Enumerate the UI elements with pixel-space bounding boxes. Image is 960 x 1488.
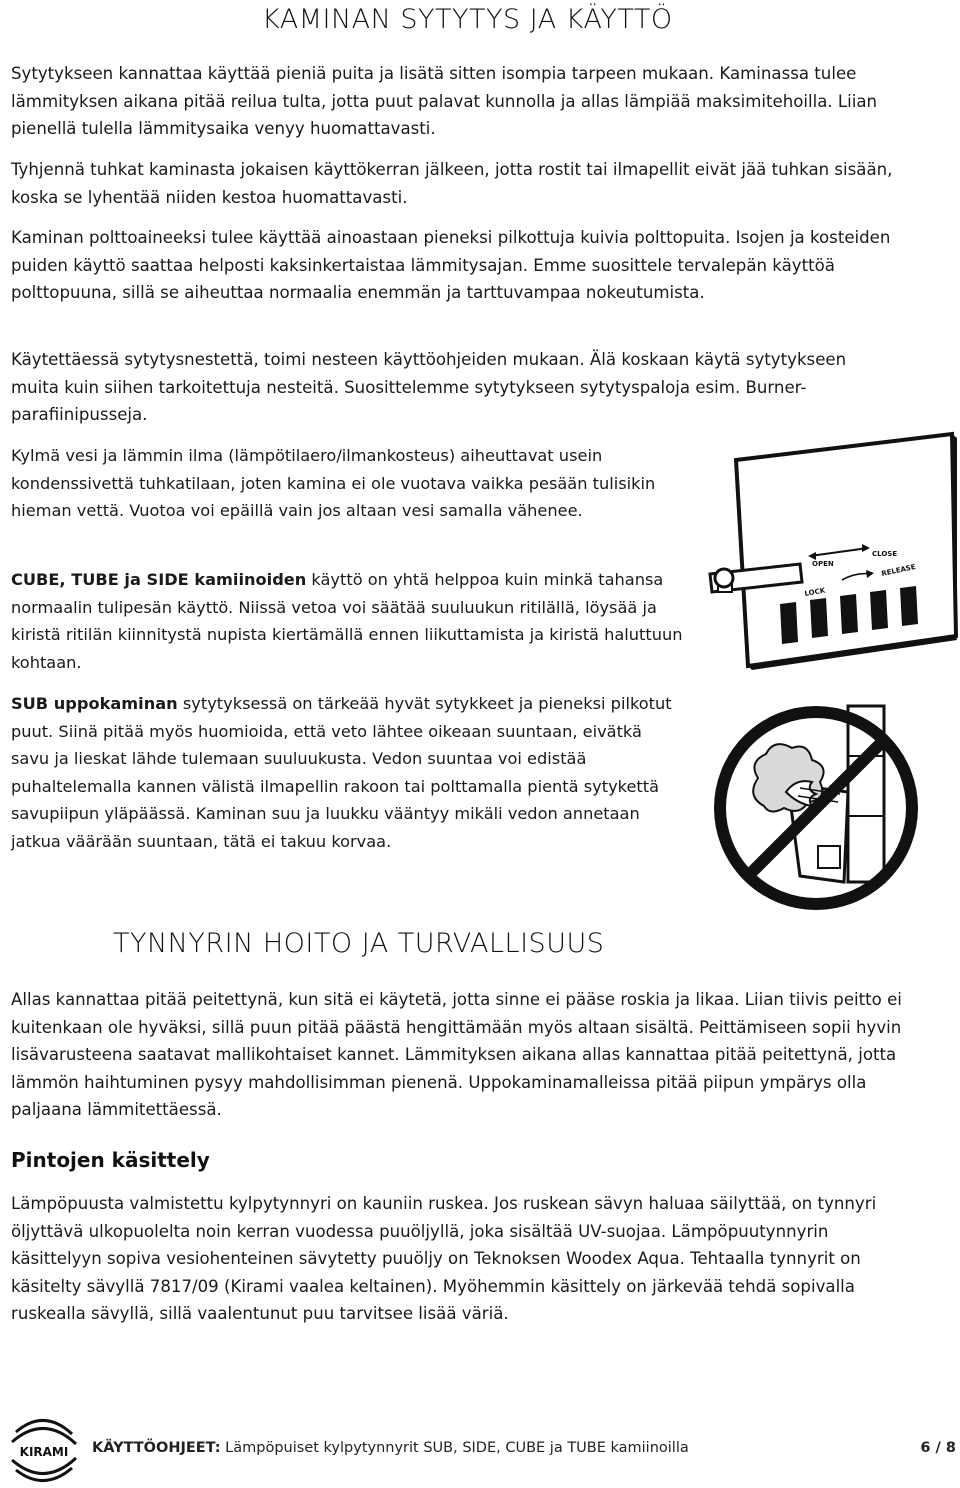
section-heading-hoito: TYNNYRIN HOITO JA TURVALLISUUS — [113, 928, 605, 959]
bold-models: CUBE, TUBE ja SIDE kamiinoiden — [11, 570, 307, 589]
paragraph-sytytysneste: Käytettäessä sytytysnestettä, toimi nesteen käyttöohjeiden mukaan. Älä koskaan käytä sytytykseen muita kuin siihen tarkoitettuja nesteitä. Suosittelemme sytytykseen sytytyspaloja esim. Burner-parafiinipusseja. — [11, 350, 847, 425]
bold-sub: SUB uppokaminan — [11, 694, 178, 713]
page-number: 6 / 8 — [920, 1440, 956, 1456]
paragraph-sytytys: Sytytykseen kannattaa käyttää pieniä puita ja lisätä sitten isompia tarpeen mukaan. Kaminassa tulee lämmityksen aikana pitää reilua tulta, jotta puut palavat kunnolla ja allas lämpiää maksimitehoilla. Liian pienellä tulella lämmitysaika venyy huomattavasti. — [11, 64, 878, 139]
kirami-logo — [6, 1412, 82, 1488]
label-lock: LOCK — [803, 586, 826, 598]
paragraph-pintojen-kasittely: Lämpöpuusta valmistettu kylpytynnyri on kauniin ruskea. Jos ruskean sävyn haluaa säilyttää, on tynnyri öljyttävä ulkopuolelta noin kerran vuodessa puuöljyllä, joka sisältää UV-suojaa. Lämpöpuutynnyrin käsittelyyn sopiva vesiohenteinen sävytetty puuöljy on Teknoksen Woodex Aqua. Tehtaalla tynnyrit on käsitelty sävyllä 7817/09 (Kirami vaalea keltainen). Myöhemmin käsittely on järkevää tehdä sopivalla ruskealla sävyllä, sillä vaalentunut puu tarvitsee lisää väriä. — [11, 1194, 877, 1324]
footer-doc-label: KÄYTTÖOHJEET: — [92, 1440, 221, 1456]
paragraph-kondenssi: Kylmä vesi ja lämmin ilma (lämpötilaero/ilmankosteus) aiheuttavat usein kondenssivettä tuhkatilaan, joten kamina ei ole vuotava vaikka pesään tulisikin hieman vettä. Vuotoa voi epäillä vain jos altaan vesi samalla vähenee. — [11, 446, 656, 521]
paragraph-text: sytytyksessä on tärkeää hyvät sytykkeet ja pieneksi pilkotut puut. Siinä pitää myös huomioida, että veto lähtee oikeaan suuntaan, eivätkä savu ja lieskat lähde tulemaan suuluukusta. Vedon suuntaa voi edistää puhaltelemalla kannen välistä ilmapellin rakoon tai polttamalla pientä sytykettä savupiipun yläpäässä. Kaminan suu ja luukku vääntyy mikäli vedon annetaan jatkua väärään suuntaan, tätä ei takuu korvaa. — [11, 694, 672, 851]
wrong-draft-prohibited-illustration — [708, 696, 924, 918]
paragraph-tuhkat: Tyhjennä tuhkat kaminasta jokaisen käyttökerran jälkeen, jotta rostit tai ilmapellit eivät jää tuhkan sisään, koska se lyhentää niiden kestoa huomattavasti. — [11, 160, 893, 207]
footer-doc-title: Lämpöpuiset kylpytynnyrit SUB, SIDE, CUBE ja TUBE kamiinoilla — [220, 1440, 689, 1456]
paragraph-polttoaine: Kaminan polttoaineeksi tulee käyttää ainoastaan pieneksi pilkottuja kuivia polttopuita. Isojen ja kosteiden puiden käyttö saattaa helposti kaksinkertaistaa lämmitysajan. Emme suosittele tervalepän käyttöä polttopuuna, sillä se aiheuttaa normaalia enemmän ja tarttuvampaa nokeutumista. — [11, 228, 891, 303]
paragraph-cube-tube-side — [11, 566, 683, 676]
subheading-pintojen-kasittely: Pintojen käsittely — [11, 1148, 210, 1172]
section-heading-sytytys: KAMINAN SYTYTYS JA KÄYTTÖ — [262, 4, 673, 35]
label-release: RELEASE — [880, 562, 917, 578]
footer-title — [92, 1440, 689, 1456]
label-close: CLOSE — [872, 550, 898, 558]
paragraph-text: käyttö on yhtä helppoa kuin minkä tahansa normaalin tulipesän käyttö. Niissä vetoa voi säätää suuluukun ritilällä, löysää ja kiristä ritilän kiinnitystä nupista kiertämällä ennen liikuttamista ja kiristä haluttuun kohtaan. — [11, 570, 683, 672]
stove-grate-illustration — [700, 430, 958, 686]
logo-text: KIRAMI — [19, 1445, 69, 1459]
paragraph-peittaminen: Allas kannattaa pitää peitettynä, kun sitä ei käytetä, jotta sinne ei pääse roskia ja likaa. Liian tiivis peitto ei kuitenkaan ole hyväksi, sillä puun pitää päästä hengittämään myös altaan sisältä. Peittämiseen sopii hyvin lisävarusteena saatavat mallikohtaiset kannet. Lämmityksen aikana allas kannattaa pitää peitettynä, jotta lämmön haihtuminen pysyy mahdollisimman pienenä. Uppokaminamalleissa pitää piipun ympärys olla paljaana lämmitettäessä. — [11, 990, 902, 1120]
label-open: OPEN — [812, 560, 834, 568]
paragraph-sub-uppokamina — [11, 690, 683, 856]
